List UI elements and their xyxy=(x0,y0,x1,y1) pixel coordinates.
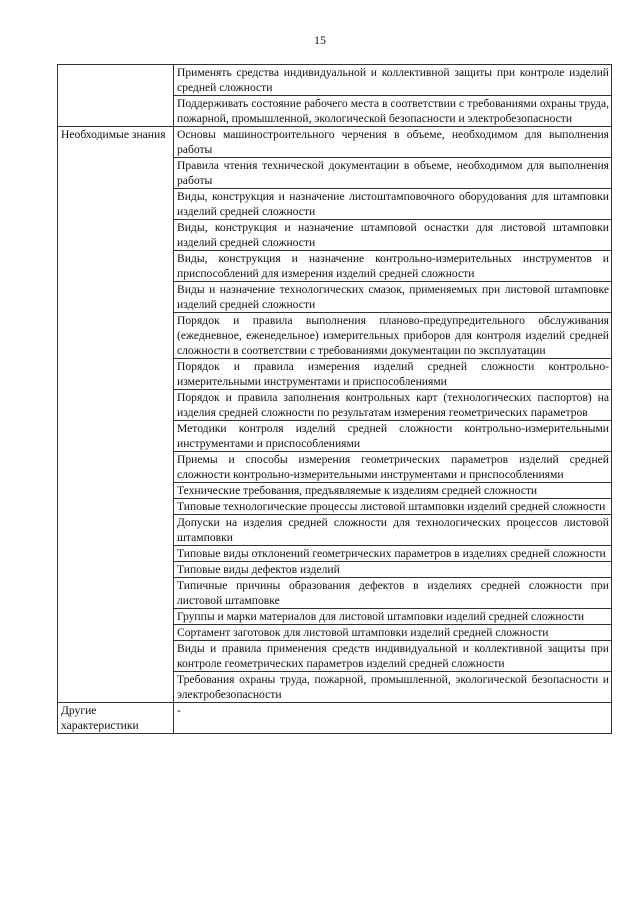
row-item: Поддерживать состояние рабочего места в соответствии с требованиями охраны труда, пожарной, промышленной, экологической безопасности и электробезопасности xyxy=(174,96,612,127)
row-item: Порядок и правила выполнения планово-предупредительного обслуживания (ежедневное, еженедельное) измерительных приборов для контроля изделий средней сложности в соответствии с требованиями документации по эксплуатации xyxy=(174,313,612,359)
row-item: Методики контроля изделий средней сложности контрольно-измерительными инструментами и приспособлениями xyxy=(174,421,612,452)
row-label: Необходимые знания xyxy=(58,127,174,703)
row-item: Типичные причины образования дефектов в изделиях средней сложности при листовой штамповке xyxy=(174,578,612,609)
row-label: Другие характеристики xyxy=(58,703,174,734)
row-item: Приемы и способы измерения геометрических параметров изделий средней сложности контрольно-измерительными инструментами и приспособлениями xyxy=(174,452,612,483)
row-item: Основы машиностроительного черчения в объеме, необходимом для выполнения работы xyxy=(174,127,612,158)
page-number: 15 xyxy=(314,33,326,47)
table-row xyxy=(58,65,612,96)
row-item: Виды, конструкция и назначение контрольно-измерительных инструментов и приспособлений для измерения изделий средней сложности xyxy=(174,251,612,282)
table-row xyxy=(58,703,612,734)
row-item: - xyxy=(174,703,612,734)
table-row xyxy=(58,127,612,158)
row-item: Типовые технологические процессы листовой штамповки изделий средней сложности xyxy=(174,499,612,515)
row-item: Сортамент заготовок для листовой штамповки изделий средней сложности xyxy=(174,625,612,641)
requirements-table-body xyxy=(58,65,612,734)
row-item: Виды, конструкция и назначение штамповой оснастки для листовой штамповки изделий средней сложности xyxy=(174,220,612,251)
row-item: Порядок и правила заполнения контрольных карт (технологических паспортов) на изделия средней сложности по результатам измерения геометрических параметров xyxy=(174,390,612,421)
row-item: Применять средства индивидуальной и коллективной защиты при контроле изделий средней сложности xyxy=(174,65,612,96)
row-item: Виды и назначение технологических смазок, применяемых при листовой штамповке изделий средней сложности xyxy=(174,282,612,313)
row-item: Правила чтения технической документации в объеме, необходимом для выполнения работы xyxy=(174,158,612,189)
row-item: Порядок и правила измерения изделий средней сложности контрольно-измерительными инструментами и приспособлениями xyxy=(174,359,612,390)
row-item: Виды и правила применения средств индивидуальной и коллективной защиты при контроле геометрических параметров изделий средней сложности xyxy=(174,641,612,672)
row-item: Типовые виды дефектов изделий xyxy=(174,562,612,578)
row-item: Технические требования, предъявляемые к изделиям средней сложности xyxy=(174,483,612,499)
row-item: Виды, конструкция и назначение листоштамповочного оборудования для штамповки изделий средней сложности xyxy=(174,189,612,220)
row-item: Группы и марки материалов для листовой штамповки изделий средней сложности xyxy=(174,609,612,625)
requirements-table xyxy=(57,64,612,734)
row-item: Допуски на изделия средней сложности для технологических процессов листовой штамповки xyxy=(174,515,612,546)
row-item: Типовые виды отклонений геометрических параметров в изделиях средней сложности xyxy=(174,546,612,562)
row-item: Требования охраны труда, пожарной, промышленной, экологической безопасности и электробезопасности xyxy=(174,672,612,703)
row-label xyxy=(58,65,174,127)
